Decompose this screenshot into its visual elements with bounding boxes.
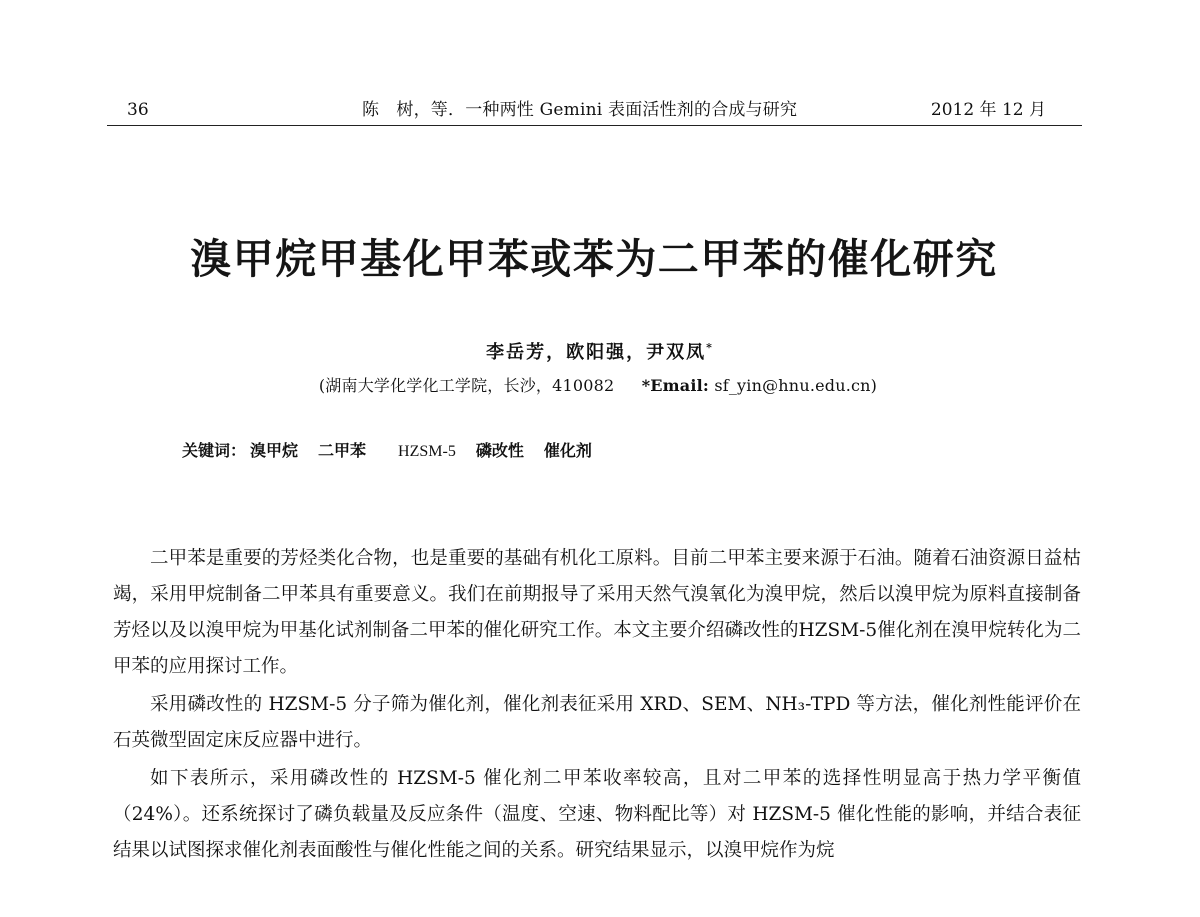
- email-label: *Email:: [641, 376, 710, 395]
- keyword: HZSM-5: [398, 443, 456, 460]
- paper-title: 溴甲烷甲基化甲苯或苯为二甲苯的催化研究: [190, 235, 998, 283]
- issue-date: 2012 年 12 月: [930, 100, 1046, 120]
- keywords: [182, 438, 982, 461]
- corresponding-author-mark: *: [706, 341, 714, 354]
- body-paragraph: 如下表所示，采用磷改性的 HZSM-5 催化剂二甲苯收率较高，且对二甲苯的选择性明显高于热力学平衡值（24%）。还系统探讨了磷负载量及反应条件（温度、空速、物料配比等）对 HZSM-5 催化性能的影响，并结合表征结果以试图探求催化剂表面酸性与催化性能之间的关系。研究结果显示，以溴甲烷作为烷: [113, 768, 1081, 861]
- keyword: 磷改性: [475, 441, 524, 460]
- body-text: [113, 541, 1081, 869]
- author-list: [0, 338, 1200, 364]
- affiliation: [0, 373, 1196, 396]
- body-paragraph: 二甲苯是重要的芳烃类化合物，也是重要的基础有机化工原料。目前二甲苯主要来源于石油。随着石油资源日益枯竭，采用甲烷制备二甲苯具有重要意义。我们在前期报导了采用天然气溴氧化为溴甲烷，然后以溴甲烷为原料直接制备芳烃以及以溴甲烷为甲基化试剂制备二甲苯的催化研究工作。本文主要介绍磷改性的HZSM-5催化剂在溴甲烷转化为二甲苯的应用探讨工作。: [113, 548, 1081, 677]
- page-number: 36: [127, 100, 149, 120]
- keyword: 二甲苯: [318, 441, 367, 460]
- institution: (湖南大学化学化工学院，长沙，410082: [318, 376, 615, 395]
- body-paragraph: 采用磷改性的 HZSM-5 分子筛为催化剂，催化剂表征采用 XRD、SEM、NH₃-TPD 等方法，催化剂性能评价在石英微型固定床反应器中进行。: [113, 694, 1081, 751]
- keyword: 催化剂: [543, 441, 592, 460]
- author-names: 李岳芳，欧阳强，尹双凤: [486, 342, 707, 363]
- keywords-label: 关键词：: [182, 441, 247, 460]
- running-title: 陈 树，等．一种两性 Gemini 表面活性剂的合成与研究: [362, 100, 798, 120]
- keyword: 溴甲烷: [250, 441, 299, 460]
- email-address[interactable]: sf_yin@hnu.edu.cn): [714, 376, 878, 395]
- running-header: [107, 97, 1082, 126]
